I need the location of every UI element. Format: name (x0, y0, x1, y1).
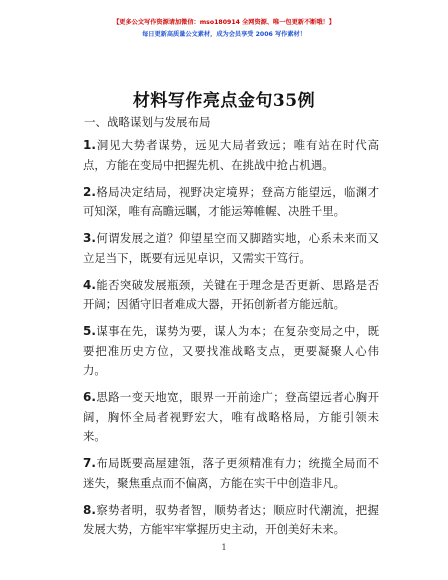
item-number: 5. (83, 324, 96, 338)
section-heading: 一、战略谋划与发展布局 (84, 115, 211, 129)
item-number: 3. (83, 231, 96, 245)
item-text: 察势者明，驭势者智，顺势者达；顺应时代潮流，把握发展大势，方能牢牢掌握历史主动，开创美好未来。 (83, 502, 379, 536)
list-item (83, 229, 379, 268)
item-number: 2. (83, 184, 96, 199)
item-text: 何谓发展之道？仰望星空而又脚踏实地，心系未来而又立足当下，既要有远见卓识，又需实干笃行。 (83, 231, 379, 265)
document-title: 材料写作亮点金句35例 (132, 91, 316, 111)
item-text: 布局既要高屋建瓴，落子更须精准有力；统揽全局而不迷失，聚焦重点而不偏离，方能在实干中创造非凡。 (83, 456, 379, 490)
item-list (83, 136, 379, 547)
item-number: 7. (83, 456, 96, 470)
item-number: 8. (83, 502, 96, 517)
item-text: 谋事在先，谋势为要，谋人为本；在复杂变局之中，既要把准历史方位，又要找准战略支点，更要凝聚人心伟力。 (83, 324, 379, 377)
item-number: 1. (83, 138, 96, 152)
item-text: 能否突破发展瓶颈，关键在于理念是否更新、思路是否开阔；因循守旧者难成大器，开拓创新者方能远航。 (83, 277, 379, 311)
promo-banner-line-2: 每日更新高质量公文素材，成为会员享受 2006 写作素材！ (142, 31, 306, 38)
item-text: 思路一变天地宽，眼界一开前途广；登高望远者心胸开阔，胸怀全局者视野宏大，唯有战略格局，方能引领未来。 (83, 390, 379, 443)
list-item (83, 388, 379, 447)
list-item (83, 136, 379, 175)
page-number: 1 (221, 543, 227, 552)
item-number: 4. (83, 277, 96, 292)
list-item (83, 183, 379, 222)
item-text: 洞见大势者谋势，远见大局者致远；唯有站在时代高点，方能在变局中把握先机、在挑战中抢占机遇。 (83, 138, 379, 172)
item-text: 格局决定结局，视野决定境界；登高方能望远，临渊才可知深，唯有高瞻远瞩，才能运筹帷幄、决胜千里。 (83, 184, 379, 218)
list-item (83, 322, 379, 381)
item-number: 6. (83, 390, 96, 404)
list-item (83, 276, 379, 315)
promo-banner-line-1: 【更多公文写作资源请加微信：mso180914 全网资源、唯一包更新不断哦！】 (113, 19, 335, 26)
list-item (83, 454, 379, 493)
list-item (83, 501, 379, 540)
